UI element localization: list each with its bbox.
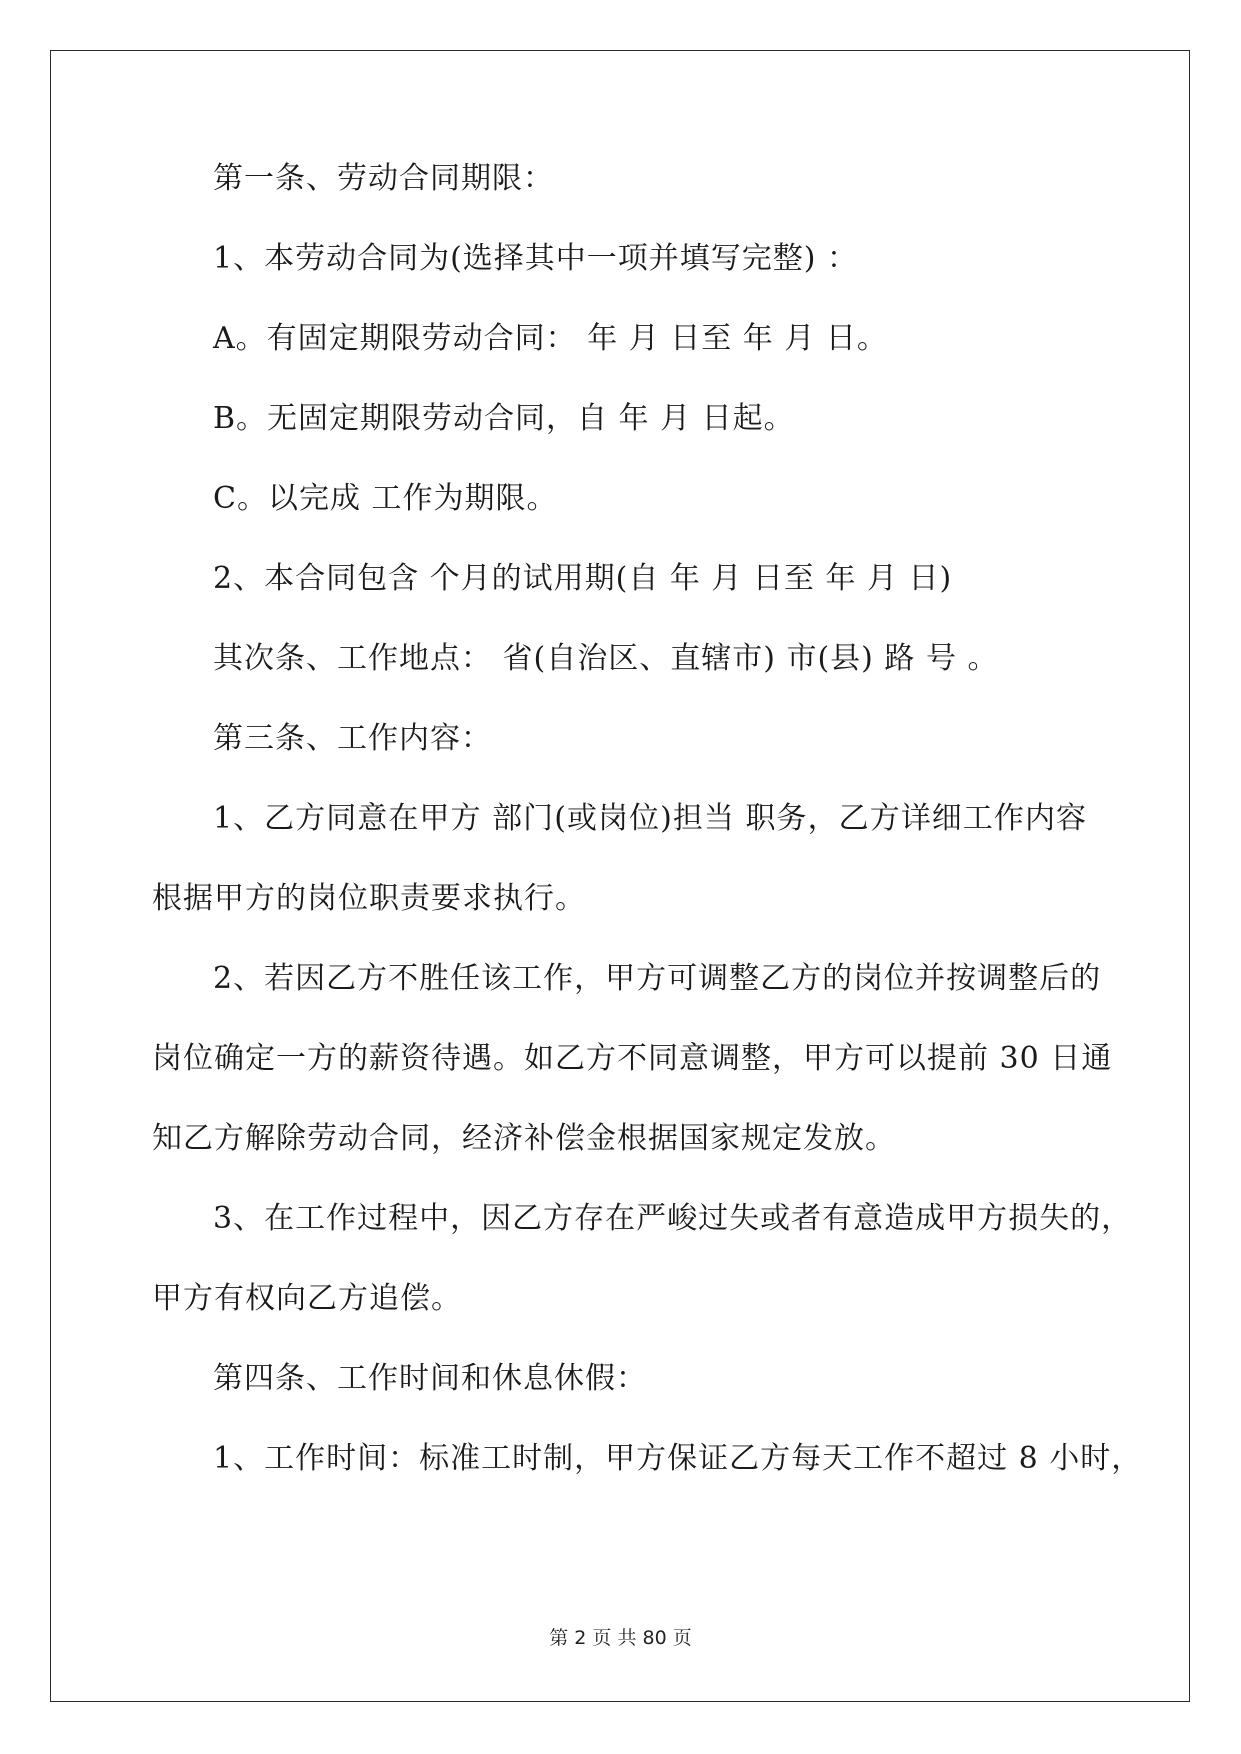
article-1-option-c: C。以完成 工作为期限。	[213, 481, 558, 516]
article-3-clause-1-line-1: 1、乙方同意在甲方 部门(或岗位)担当 职务，乙方详细工作内容	[213, 801, 1087, 836]
article-3-clause-2-line-1: 2、若因乙方不胜任该工作，甲方可调整乙方的岗位并按调整后的	[213, 961, 1102, 996]
article-4-clause-1-line-1: 1、工作时间：标准工时制，甲方保证乙方每天工作不超过 8 小时，	[213, 1441, 1143, 1476]
article-3-clause-3-line-1: 3、在工作过程中，因乙方存在严峻过失或者有意造成甲方损失的，	[213, 1201, 1133, 1236]
article-3-clause-2-line-3: 知乙方解除劳动合同，经济补偿金根据国家规定发放。	[152, 1121, 896, 1156]
article-2-heading: 其次条、工作地点： 省(自治区、直辖市) 市(县) 路 号 。	[213, 641, 999, 676]
article-1-option-a: A。有固定期限劳动合同： 年 月 日至 年 月 日。	[213, 321, 888, 356]
article-1-clause-2: 2、本合同包含 个月的试用期(自 年 月 日至 年 月 日)	[213, 561, 953, 596]
page-number-footer: 第 2 页 共 80 页	[549, 1627, 692, 1649]
article-3-heading: 第三条、工作内容：	[213, 721, 492, 756]
article-3-clause-3-line-2: 甲方有权向乙方追偿。	[152, 1281, 462, 1316]
article-1-option-b: B。无固定期限劳动合同，自 年 月 日起。	[213, 401, 795, 436]
article-1-clause-1: 1、本劳动合同为(选择其中一项并填写完整) ：	[213, 241, 859, 276]
article-3-clause-1-line-2: 根据甲方的岗位职责要求执行。	[152, 881, 586, 916]
article-3-clause-2-line-2: 岗位确定一方的薪资待遇。如乙方不同意调整，甲方可以提前 30 日通	[152, 1041, 1113, 1076]
article-4-heading: 第四条、工作时间和休息休假：	[213, 1361, 647, 1396]
article-1-heading: 第一条、劳动合同期限：	[213, 161, 554, 196]
